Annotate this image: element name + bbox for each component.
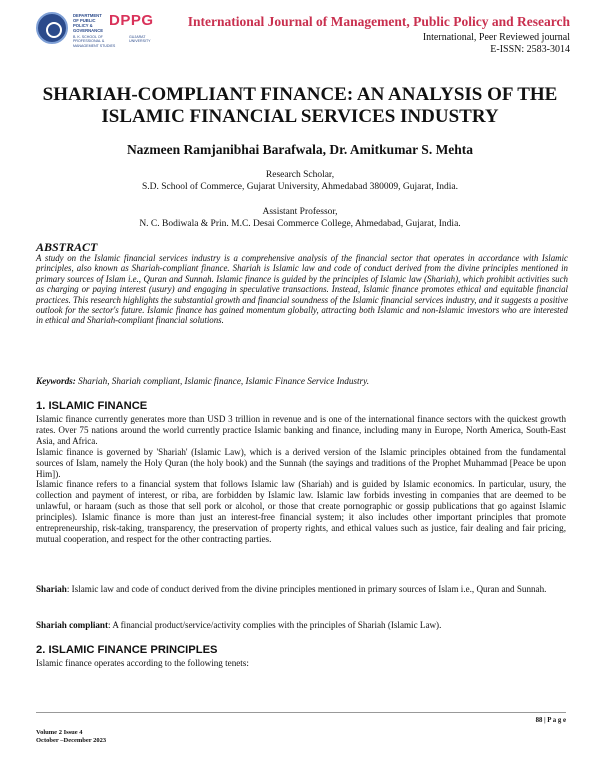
journal-title: International Journal of Management, Public Policy and Research: [187, 14, 570, 29]
section-1-para-2: Islamic finance is governed by 'Shariah' (Islamic Law), which is a derived version of the Islamic principles obtained from the fundamental sources of Islam, namely the Holy Quran (the holy book) and the Sunnah (the sayings and traditions of the Prophet Muhammad [Peace be upon Him]).: [36, 446, 566, 479]
journal-info: [423, 32, 570, 56]
journal-type: International, Peer Reviewed journal: [422, 32, 570, 43]
journal-issn: E-ISSN: 2583-3014: [490, 44, 570, 55]
affiliation-1-place: S.D. School of Commerce, Gujarat University, Ahmedabad 380009, Gujarat, India.: [142, 182, 458, 192]
keywords-text: Shariah, Shariah compliant, Islamic finance, Islamic Finance Service Industry.: [78, 376, 369, 386]
footer-issue: [36, 729, 106, 744]
university-logo-icon: [36, 12, 68, 44]
definition-shariah-compliant: [36, 620, 566, 631]
keywords-label: Keywords:: [36, 376, 76, 386]
definition-shariah-compliant-term: Shariah compliant: [36, 620, 109, 630]
logo-university-text: GUJARAT UNIVERSITY: [129, 35, 151, 44]
affiliation-2-role: Assistant Professor,: [262, 207, 338, 217]
definition-shariah-compliant-text: : A financial product/service/activity complies with the principles of Shariah (Islamic Law).: [108, 620, 442, 630]
section-1-para-1: Islamic finance currently generates more than USD 3 trillion in revenue and is one of the international finance sectors with the quickest growth rates. Over 75 nations around the world currently practice Islamic banking and finance, including many in Europe, North America, South-East Asia, and Africa.: [36, 414, 566, 446]
affiliation-1-role: Research Scholar,: [265, 170, 335, 180]
page-number: 88 | P a g e: [535, 717, 566, 724]
paper-title: SHARIAH-COMPLIANT FINANCE: AN ANALYSIS OF THE ISLAMIC FINANCIAL SERVICES INDUSTRY: [42, 84, 558, 127]
section-2-heading: 2. ISLAMIC FINANCE PRINCIPLES: [36, 644, 218, 656]
definition-shariah-text: : Islamic law and code of conduct derived from the divine principles mentioned in primary sources of Islam i.e., Quran and Sunnah.: [66, 584, 547, 594]
definition-shariah: [36, 584, 566, 595]
abstract-text: A study on the Islamic financial services industry is a comprehensive analysis of the financial sector that operates in accordance with Islamic principles, also known as Shariah-compliant finance. Shariah is Islamic law and code of conduct derived from the divine principles mentioned in primary sources of Islam i.e., Quran and Sunnah. Islamic finance is guided by the principles of Islamic law (Shariah), which prohibit activities such as charging or paying interest (usury) and engaging in speculative transactions. Instead, Islamic finance promotes ethical and equitable financial practices. This research highlights the substantial growth and financial soundness of the Islamic financial services industry, and it suggests a positive outlook for the sector's future. Islamic finance has gained momentum globally, attracting both Islamic and non-Islamic investors who are interested in ethical and Shariah-compliant financial solutions.: [36, 253, 568, 326]
footer-volume: Volume 2 Issue 4: [36, 729, 83, 736]
definition-shariah-term: Shariah: [36, 584, 67, 594]
section-2-body: [36, 658, 566, 669]
abstract-heading: ABSTRACT: [36, 240, 98, 254]
paper-authors: Nazmeen Ramjanibhai Barafwala, Dr. Amitkumar S. Mehta: [126, 142, 474, 157]
section-1-heading: 1. ISLAMIC FINANCE: [36, 400, 148, 412]
section-2-para-1: Islamic finance operates according to the following tenets:: [36, 658, 249, 668]
footer-divider: [36, 712, 566, 713]
affiliation-2: [30, 206, 570, 230]
logo-dppg-text: DPPG: [109, 12, 154, 29]
section-1-body: [36, 414, 566, 545]
section-1-para-3: Islamic finance refers to a financial system that follows Islamic law (Shariah) and is guided by Islamic economics. In particular, usury, the collection and payment of interest, or riba, are forbidden by Islamic law. Islamic law forbids investing in companies that are deemed to be unlawful, or haraam (such as those that sell pork or alcohol, or those that create pornographic or gossip publications that go against Islamic principles). Islamic finance is more than just an interest-free financial system; it also includes other important principles that promote entrepreneurship, risk-taking, transparency, the preservation of property rights, and ethical values such as justice, fair dealing and fair pricing, mutual cooperation, and respect for the other contracting parties.: [36, 479, 566, 544]
keywords: [36, 376, 568, 386]
affiliation-1: [30, 169, 570, 193]
journal-header: [36, 12, 570, 62]
affiliation-2-place: N. C. Bodiwala & Prin. M.C. Desai Commerce College, Ahmedabad, Gujarat, India.: [139, 219, 461, 229]
footer-date: October –December 2023: [36, 736, 107, 744]
logo-school-text: B. K. SCHOOL OF PROFESSIONAL & MANAGEMENT STUDIES: [73, 35, 116, 48]
logo-department-text: DEPARTMENT OF PUBLIC POLICY & GOVERNANCE: [73, 13, 104, 33]
